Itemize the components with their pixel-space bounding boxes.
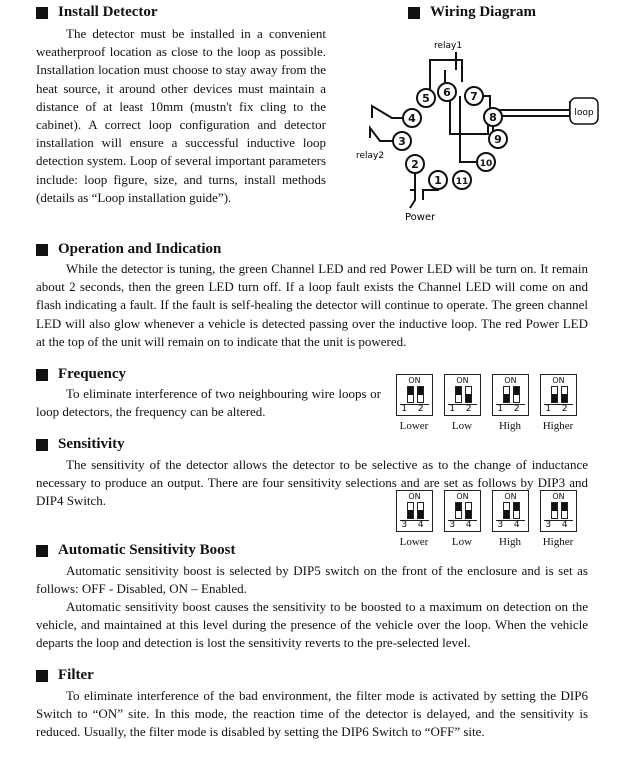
dip-knob <box>504 510 509 518</box>
dip-switch-numbers: 1 2 <box>401 404 428 414</box>
svg-text:11: 11 <box>455 177 469 187</box>
dip-knob <box>552 503 557 511</box>
bullet-square-icon <box>36 369 48 381</box>
operation-heading: Operation and Indication <box>36 241 221 258</box>
dip-switch-2-off <box>465 386 472 403</box>
loop-label: loop <box>574 108 594 118</box>
svg-text:10: 10 <box>479 159 493 169</box>
relay1-label: relay1 <box>434 41 463 51</box>
frequency-body: To eliminate interference of two neighbouring wire loops or loop detectors, the frequency can be altered. <box>36 386 381 420</box>
dip-switch-1-on <box>551 502 558 519</box>
bullet-square-icon <box>36 244 48 256</box>
frequency-label-2: Low <box>451 420 473 432</box>
dip-knob <box>456 503 461 511</box>
dip-switch-1-on <box>407 386 414 403</box>
filter-body: To eliminate interference of the bad environment, the filter mode is activated by setting the DIP6 Switch to “ON” site. In this mode, the reaction time of the detector is delayed, and the sensitivity is reduced. Usually, the filter mode is disabled by setting the DIP6 Switch to “OFF” site. <box>36 688 588 740</box>
bullet-square-icon <box>408 7 420 19</box>
svg-text:3: 3 <box>398 135 406 148</box>
dip-knob <box>562 503 567 511</box>
install-body: The detector must be installed in a convenient weatherproof location as close to the loop as possible. Installation location must choose to stay away from the heat source, it around other devices must maintain a distance of at least 10mm (mustn't fix cling to the cabinet). A correct loop configuration and detector installation will ensure a successful inductive loop detection system. Loop of several important parameters include: loop figure, size, and turns, install methods (details as “Loop installation guide”). <box>36 26 326 205</box>
dip-on-label: ON <box>552 376 565 385</box>
dip-switch-2-off <box>465 502 472 519</box>
dip-switch-1-off <box>503 386 510 403</box>
frequency-dip-table <box>396 374 596 438</box>
sensitivity-dip-table <box>396 490 596 554</box>
dip-switch-2-on <box>417 386 424 403</box>
svg-text:2: 2 <box>411 158 419 171</box>
dip-switch-1-off <box>551 386 558 403</box>
dip-switch-numbers: 1 2 <box>449 404 476 414</box>
sensitivity-dip-4 <box>540 490 577 532</box>
dip-switch-1-on <box>455 386 462 403</box>
filter-heading: Filter <box>36 667 94 684</box>
dip-knob <box>466 510 471 518</box>
bullet-square-icon <box>36 545 48 557</box>
sensitivity-dip-1 <box>396 490 433 532</box>
frequency-heading: Frequency <box>36 366 126 383</box>
dip-switch-2-on <box>513 502 520 519</box>
svg-text:8: 8 <box>489 111 497 124</box>
frequency-dip-1 <box>396 374 433 416</box>
wiring-heading: Wiring Diagram <box>408 4 536 21</box>
sensitivity-dip-2 <box>444 490 481 532</box>
dip-switch-1-off <box>407 502 414 519</box>
dip-switch-numbers: 3 4 <box>449 520 476 530</box>
bullet-square-icon <box>36 7 48 19</box>
dip-switch-2-on <box>561 502 568 519</box>
dip-switch-numbers: 1 2 <box>545 404 572 414</box>
operation-body: While the detector is tuning, the green Channel LED and red Power LED will be turn on. It remain about 2 seconds, then the green LED turn off. If a loop fault exists the Channel LED will come on and flash indicating a fault. If the fault is self-healing the detector will continue to operate. The green channel LED will also glow whenever a vehicle is detected passing over the inductive loop. The red Power LED at the top of the unit will remain on to indicate that the unit is powered. <box>36 261 588 349</box>
dip-switch-numbers: 1 2 <box>497 404 524 414</box>
power-label: Power <box>405 212 436 223</box>
frequency-dip-3 <box>492 374 529 416</box>
svg-text:1: 1 <box>434 174 442 187</box>
boost-heading: Automatic Sensitivity Boost <box>36 542 236 559</box>
sensitivity-label-3: High <box>499 536 521 548</box>
dip-knob <box>504 394 509 402</box>
dip-on-label: ON <box>504 492 517 501</box>
dip-on-label: ON <box>408 492 421 501</box>
dip-knob <box>562 394 567 402</box>
sensitivity-heading: Sensitivity <box>36 436 125 453</box>
bullet-square-icon <box>36 439 48 451</box>
sensitivity-label-4: Higher <box>542 536 574 548</box>
dip-knob <box>418 510 423 518</box>
frequency-dip-2 <box>444 374 481 416</box>
dip-switch-2-off <box>561 386 568 403</box>
dip-on-label: ON <box>408 376 421 385</box>
wiring-diagram <box>350 30 610 230</box>
frequency-label-3: High <box>499 420 521 432</box>
frequency-dip-4 <box>540 374 577 416</box>
dip-knob <box>466 394 471 402</box>
svg-text:5: 5 <box>422 92 430 105</box>
svg-text:6: 6 <box>443 86 451 99</box>
dip-on-label: ON <box>504 376 517 385</box>
frequency-label-4: Higher <box>542 420 574 432</box>
svg-text:4: 4 <box>408 112 416 125</box>
dip-knob <box>408 510 413 518</box>
dip-knob <box>552 394 557 402</box>
frequency-label-1: Lower <box>399 420 429 432</box>
dip-knob <box>514 503 519 511</box>
sensitivity-dip-3 <box>492 490 529 532</box>
dip-switch-numbers: 3 4 <box>545 520 572 530</box>
dip-switch-1-on <box>455 502 462 519</box>
install-heading: Install Detector <box>36 4 158 21</box>
dip-knob <box>408 387 413 395</box>
sensitivity-label-2: Low <box>451 536 473 548</box>
sensitivity-body: The sensitivity of the detector allows the detector to be selective as to the change of inductance necessary to produce an output. There are four sensitivity selections and are set as follows by DIP3 and DIP4 Switch. <box>36 457 588 509</box>
dip-knob <box>514 387 519 395</box>
boost-body-2: Automatic sensitivity boost causes the sensitivity to be boosted to a maximum on detection on the vehicle, and maintained at this level during the presence of the vehicle over the loop. When the vehicle departs the loop and detection is lost the sensitivity reverts to the pre-selected level. <box>36 599 588 651</box>
dip-knob <box>418 387 423 395</box>
dip-on-label: ON <box>456 492 469 501</box>
boost-body-1: Automatic sensitivity boost is selected by DIP5 switch on the front of the enclosure and is set as follows: OFF - Disabled, ON – Enabled. <box>36 563 588 597</box>
relay2-label: relay2 <box>356 151 385 161</box>
bullet-square-icon <box>36 670 48 682</box>
dip-on-label: ON <box>456 376 469 385</box>
dip-switch-2-on <box>513 386 520 403</box>
svg-text:9: 9 <box>494 133 502 146</box>
dip-switch-1-off <box>503 502 510 519</box>
svg-text:7: 7 <box>470 90 478 103</box>
dip-on-label: ON <box>552 492 565 501</box>
sensitivity-label-1: Lower <box>399 536 429 548</box>
dip-knob <box>456 387 461 395</box>
dip-switch-2-off <box>417 502 424 519</box>
dip-switch-numbers: 3 4 <box>401 520 428 530</box>
dip-switch-numbers: 3 4 <box>497 520 524 530</box>
